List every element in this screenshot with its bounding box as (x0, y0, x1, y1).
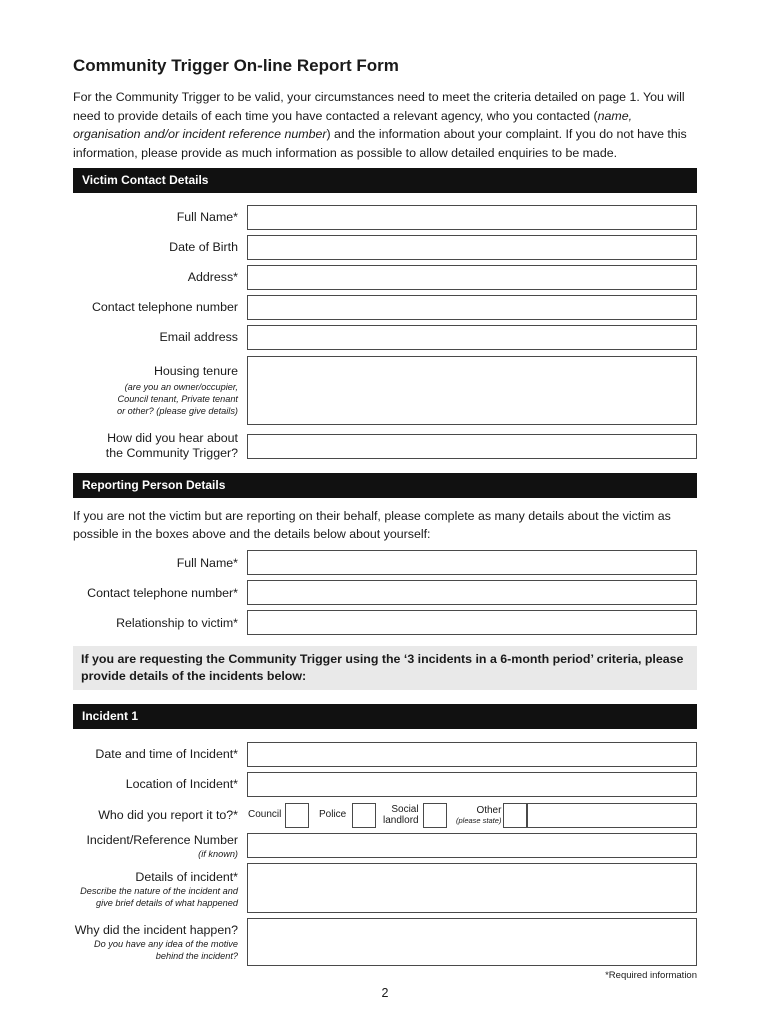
other-details-field[interactable] (527, 803, 697, 828)
required-note: *Required information (605, 970, 697, 981)
reference-hint: (if known) (198, 849, 238, 859)
victim-full-name-field[interactable] (247, 205, 697, 230)
why-field[interactable] (247, 918, 697, 966)
why-label-text: Why did the incident happen? (74, 923, 238, 937)
why-hint-2: behind the incident? (155, 951, 238, 961)
victim-email-label: Email address (159, 330, 238, 344)
reporter-full-name-field[interactable] (247, 550, 697, 575)
victim-tenure-field[interactable] (247, 356, 697, 425)
why-label (75, 923, 238, 962)
reference-field[interactable] (247, 833, 697, 858)
reference-label-text: Incident/Reference Number (86, 833, 238, 847)
incident-location-label: Location of Incident* (125, 777, 238, 791)
victim-address-field[interactable] (247, 265, 697, 290)
why-hint-1: Do you have any idea of the motive (93, 939, 238, 949)
incident-section-header: Incident 1 (73, 704, 697, 729)
reporter-phone-label: Contact telephone number* (87, 586, 238, 600)
reporter-note: If you are not the victim but are reporting on their behalf, please complete as many details about the victim as possible in the boxes above and the details below about yourself: (73, 509, 671, 541)
social-label-line-1: Social (391, 804, 419, 815)
reporter-relationship-label: Relationship to victim* (116, 616, 238, 630)
criteria-note: If you are requesting the Community Trigger using the ‘3 incidents in a 6-month period’ criteria, please provide details of the incidents below: (73, 646, 697, 690)
page-number: 2 (381, 986, 389, 1000)
victim-heard-label (106, 431, 238, 461)
incident-datetime-label: Date and time of Incident* (95, 747, 238, 761)
reporter-full-name-label: Full Name* (176, 556, 238, 570)
details-field[interactable] (247, 863, 697, 913)
reporter-phone-field[interactable] (247, 580, 697, 605)
details-hint-2: give brief details of what happened (96, 898, 238, 908)
tenure-label-text: Housing tenure (153, 364, 238, 378)
council-option-label: Council (248, 809, 282, 820)
police-option-label: Police (319, 809, 347, 820)
incident-location-field[interactable] (247, 772, 697, 797)
reporter-relationship-field[interactable] (247, 610, 697, 635)
reporter-section-header: Reporting Person Details (73, 473, 697, 498)
tenure-hint-3: or other? (please give details) (116, 406, 238, 416)
intro-text-2: ) and the information about your complaint. If you do not have this information, please provide as much information as possible to allow detailed enquiries to be made. (73, 127, 687, 160)
intro-paragraph (73, 88, 703, 162)
victim-dob-field[interactable] (247, 235, 697, 260)
victim-dob-label: Date of Birth (169, 240, 238, 254)
victim-heard-field[interactable] (247, 434, 697, 459)
victim-section-header: Victim Contact Details (73, 168, 697, 193)
intro-text-1: For the Community Trigger to be valid, your circumstances need to meet the criteria detailed on page 1. You will need to provide details of each time you have contacted a relevant agency, who you contacted ( (73, 90, 685, 123)
details-label-text: Details of incident* (135, 870, 238, 884)
heard-label-line-2: the Community Trigger? (105, 446, 238, 460)
victim-phone-label: Contact telephone number (91, 300, 238, 314)
social-label-line-2: landlord (383, 815, 419, 826)
other-checkbox[interactable] (503, 803, 527, 828)
details-hint-1: Describe the nature of the incident and (80, 886, 238, 896)
council-checkbox[interactable] (285, 803, 309, 828)
details-label (80, 870, 238, 909)
reported-to-label: Who did you report it to?* (98, 808, 238, 822)
social-landlord-checkbox[interactable] (423, 803, 447, 828)
social-landlord-option-label (383, 804, 419, 826)
other-option-label (456, 805, 501, 826)
victim-tenure-label (117, 364, 238, 417)
incident-datetime-field[interactable] (247, 742, 697, 767)
intro-text-italic: name, organisation and/or incident reference number (73, 108, 633, 141)
heard-label-line-1: How did you hear about (107, 431, 238, 445)
page-title: Community Trigger On-line Report Form (73, 56, 399, 75)
tenure-hint-2: Council tenant, Private tenant (117, 394, 238, 404)
victim-email-field[interactable] (247, 325, 697, 350)
victim-phone-field[interactable] (247, 295, 697, 320)
other-label-hint: (please state) (456, 816, 502, 825)
reference-label (86, 833, 238, 860)
tenure-hint-1: (are you an owner/occupier, (124, 382, 238, 392)
other-label-text: Other (476, 805, 502, 816)
police-checkbox[interactable] (352, 803, 376, 828)
victim-address-label: Address* (187, 270, 238, 284)
victim-full-name-label: Full Name* (176, 210, 238, 224)
